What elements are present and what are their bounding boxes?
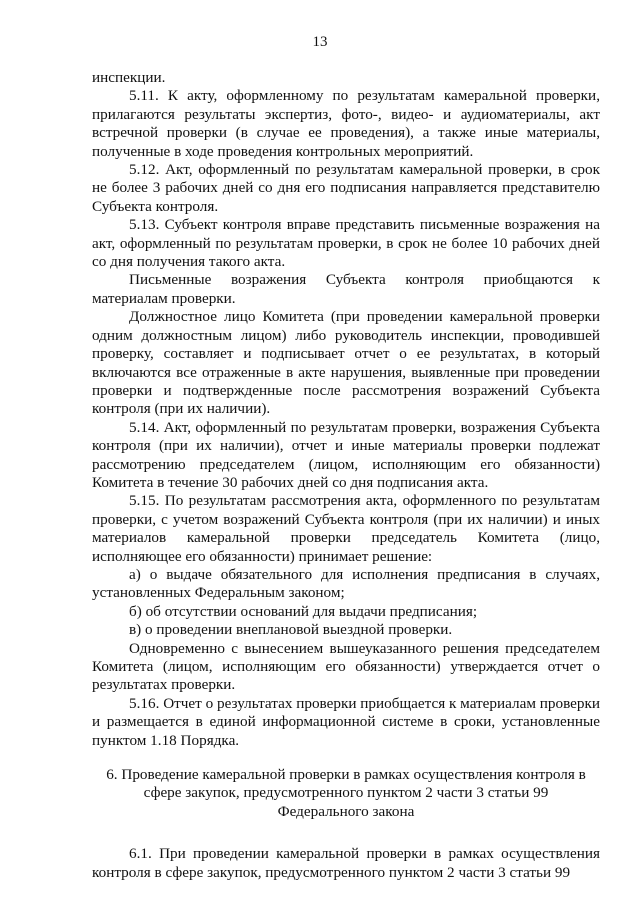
paragraph: Письменные возражения Субъекта контроля приобщаются к материалам проверки.: [92, 271, 600, 307]
paragraph-5-14: 5.14. Акт, оформленный по результатам проверки, возражения Субъекта контроля (при их наличии), отчет и иные материалы проверки подлежат рассмотрению председателем (лицом, исполняющим его обязанности) Комитета в течение 30 рабочих дней со дня подписания акта.: [92, 418, 600, 491]
list-item-a: а) о выдаче обязательного для исполнения предписания в случаях, установленных Федеральным законом;: [92, 565, 600, 602]
paragraph-5-13: 5.13. Субъект контроля вправе представить письменные возражения на акт, оформленный по результатам проверки, в срок не более 10 рабочих дней со дня получения такого акта.: [92, 216, 600, 271]
section-heading-line: сфере закупок, предусмотренного пунктом 2 части 3 статьи 99: [143, 784, 549, 802]
document-body: [92, 69, 600, 882]
paragraph: Одновременно с вынесением вышеуказанного решения председателем Комитета (лицом, исполняющим его обязанности) утверждается отчет о результатах проверки.: [92, 639, 600, 694]
paragraph-5-11: 5.11. К акту, оформленному по результатам камеральной проверки, прилагаются результаты экспертиз, фото-, видео- и аудиоматериалы, акт встречной проверки (в случае ее проведения), а также иные материалы, полученные в ходе проведения контрольных мероприятий.: [92, 87, 600, 160]
paragraph: инспекции.: [92, 69, 166, 86]
page-number: 13: [312, 34, 328, 50]
section-heading-line: 6. Проведение камеральной проверки в рамках осуществления контроля в: [106, 766, 586, 784]
list-item-b: б) об отсутствии оснований для выдачи предписания;: [129, 602, 478, 620]
list-item-c: в) о проведении внеплановой выездной проверки.: [129, 621, 453, 639]
paragraph-5-16: 5.16. Отчет о результатах проверки приобщается к материалам проверки и размещается в единой информационной системе в сроки, установленные пунктом 1.18 Порядка.: [92, 694, 600, 749]
paragraph-5-15: 5.15. По результатам рассмотрения акта, оформленного по результатам проверки, с учетом возражений Субъекта контроля (при их наличии) и иных материалов камеральной проверки председатель Комитета (лицо, исполняющее его обязанности) принимает решение:: [92, 492, 600, 565]
section-heading-line: Федерального закона: [277, 802, 415, 820]
paragraph-5-12: 5.12. Акт, оформленный по результатам камеральной проверки, в срок не более 3 рабочих дней со дня его подписания направляется представителю Субъекта контроля.: [92, 161, 600, 215]
paragraph-6-1: 6.1. При проведении камеральной проверки в рамках осуществления контроля в сфере закупок, предусмотренного пунктом 2 части 3 статьи 99: [92, 845, 600, 881]
section-heading: [92, 766, 600, 821]
paragraph: Должностное лицо Комитета (при проведении камеральной проверки одним должностным лицом) либо руководитель инспекции, проводившей проверку, составляет и подписывает отчет о ее результатах, в который включаются все отраженные в акте нарушения, выявленные при проведении проверки и подтвержденные после рассмотрения возражений Субъекта контроля (при их наличии).: [92, 308, 600, 418]
